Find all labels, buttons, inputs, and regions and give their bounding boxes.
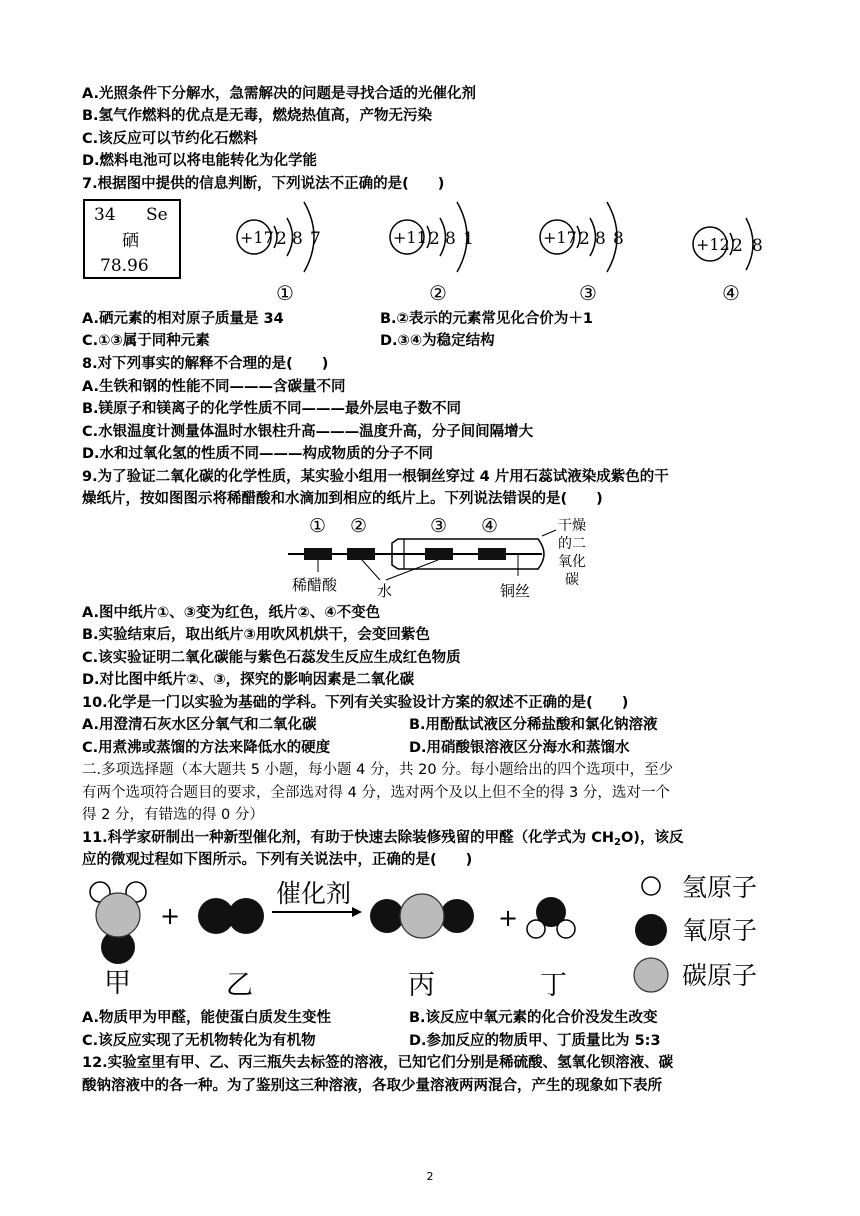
q11-stem-line-2: 应的微观过程如下图所示。下列有关说法中，正确的是( )	[82, 852, 473, 868]
paper-strip-2	[347, 548, 375, 560]
paper-strip-4	[478, 548, 506, 560]
section-2-instructions-line-2: 有两个选项符合题目的要求，全部选对得 4 分，选对两个及以上但不全的得 3 分，选对一个	[82, 785, 670, 801]
legend-carbon: 碳原子	[682, 961, 758, 990]
q7-option-c: C.①③属于同种元素	[82, 333, 210, 349]
selenium-element-box	[84, 200, 180, 278]
q11-option-b: B.该反应中氧元素的化合价没发生改变	[409, 1010, 658, 1026]
atom-1-nucleus: +17	[240, 228, 274, 247]
q11-option-d: D.参加反应的物质甲、丁质量比为 5:3	[409, 1033, 661, 1049]
q8-option-d: D.水和过氧化氢的性质不同———构成物质的分子不同	[82, 446, 434, 462]
paper-strip-3	[425, 548, 453, 560]
atom-3-shell-3: 8	[613, 229, 624, 249]
paper-strip-1	[304, 548, 332, 560]
molecule-yi	[198, 898, 264, 934]
strip-number-3: ③	[430, 515, 448, 537]
q10-option-a: A.用澄清石灰水区分氧气和二氧化碳	[82, 717, 317, 733]
q7-option-a: A.硒元素的相对原子质量是 34	[82, 311, 284, 327]
legend-hydrogen: 氢原子	[682, 873, 758, 902]
q6-option-d: D.燃料电池可以将电能转化为化学能	[82, 153, 318, 169]
molecule-jia	[90, 882, 146, 964]
q11-option-a: A.物质甲为甲醛，能使蛋白质发生变性	[82, 1010, 331, 1026]
q6-option-b: B.氢气作燃料的优点是无毒，燃烧热值高，产物无污染	[82, 108, 433, 124]
label-ding: 丁	[540, 970, 567, 1001]
label-copper-wire: 铜丝	[500, 582, 531, 600]
legend-oxygen: 氧原子	[682, 916, 758, 945]
atom-1-label: ①	[276, 281, 294, 305]
atom-2-shell-2: 8	[445, 229, 456, 249]
q9-option-a: A.图中纸片①、③变为红色，纸片②、④不变色	[82, 605, 381, 621]
atom-1-shell-3: 7	[310, 229, 321, 249]
atom-structure-3	[540, 202, 624, 305]
q10-option-c: C.用煮沸或蒸馏的方法来降低水的硬度	[82, 740, 331, 756]
q9-figure	[280, 512, 610, 604]
q12-stem-line-1: 12.实验室里有甲、乙、丙三瓶失去标签的溶液，已知它们分别是稀硫酸、氢氧化钡溶液、碳	[82, 1055, 674, 1071]
atom-2-label: ②	[429, 281, 447, 305]
page-number: 2	[426, 1170, 434, 1183]
label-water: 水	[377, 582, 393, 600]
label-dilute-acetic-acid: 稀醋酸	[292, 576, 338, 594]
atom-4-label: ④	[722, 281, 740, 305]
q11-option-c: C.该反应实现了无机物转化为有机物	[82, 1033, 316, 1049]
section-2-instructions-line-1: 二.多项选择题（本大题共 5 小题，每小题 4 分，共 20 分。每小题给出的四个选项中，至少	[82, 762, 674, 778]
atom-4-shell-2: 8	[752, 236, 763, 256]
atom-structure-2	[390, 202, 474, 305]
q9-option-d: D.对比图中纸片②、③，探究的影响因素是二氧化碳	[82, 672, 415, 688]
plus-sign-1: +	[160, 902, 181, 930]
atom-legend	[634, 873, 757, 992]
section-2-instructions-line-3: 得 2 分，有错选的得 0 分）	[82, 807, 264, 823]
q8-option-b: B.镁原子和镁离子的化学性质不同———最外层电子数不同	[82, 401, 462, 417]
strip-number-1: ①	[309, 515, 327, 537]
label-dry-co2	[558, 518, 586, 588]
se-symbol: Se	[146, 205, 168, 225]
q10-option-b: B.用酚酞试液区分稀盐酸和氯化钠溶液	[409, 717, 658, 733]
atom-3-shell-1: 2	[579, 229, 590, 249]
atom-4-shell-1: 2	[732, 236, 743, 256]
atom-2-nucleus: +11	[393, 228, 427, 247]
q9-stem-line-1: 9.为了验证二氧化碳的化学性质，某实验小组用一根铜丝穿过 4 片用石蕊试液染成紫色的干	[82, 469, 669, 485]
label-jia: 甲	[104, 968, 131, 999]
svg-text:化: 化	[572, 554, 586, 570]
atom-3-label: ③	[579, 281, 597, 305]
svg-text:的: 的	[558, 536, 572, 552]
q6-option-a: A.光照条件下分解水，急需解决的问题是寻找合适的光催化剂	[82, 86, 476, 102]
q7-option-d: D.③④为稳定结构	[380, 333, 495, 349]
q12-stem-line-2: 酸钠溶液中的各一种。为了鉴别这三种溶液，各取少量溶液两两混合，产生的现象如下表所	[82, 1078, 662, 1094]
label-yi: 乙	[226, 970, 253, 1001]
q9-option-b: B.实验结束后，取出纸片③用吹风机烘干，会变回紫色	[82, 627, 430, 643]
q9-stem-line-2: 燥纸片，按如图图示将稀醋酸和水滴加到相应的纸片上。下列说法错误的是( )	[82, 491, 603, 507]
q9-option-c: C.该实验证明二氧化碳能与紫色石蕊发生反应生成红色物质	[82, 650, 461, 666]
label-bing: 丙	[408, 970, 435, 1001]
atom-1-shell-1: 2	[276, 229, 287, 249]
q11-figure	[82, 872, 782, 1002]
molecule-ding	[527, 897, 575, 938]
q8-option-a: A.生铁和钢的性能不同———含碳量不同	[82, 379, 346, 395]
q6-option-c: C.该反应可以节约化石燃料	[82, 131, 258, 147]
atom-4-nucleus: +12	[696, 235, 730, 254]
q8-stem: 8.对下列事实的解释不合理的是( )	[82, 356, 329, 372]
strip-number-2: ②	[350, 515, 368, 537]
atom-structure-4	[693, 218, 763, 305]
strip-number-4: ④	[481, 515, 499, 537]
atom-2-shell-3: 1	[463, 229, 474, 249]
se-number: 34	[94, 205, 116, 225]
svg-text:干: 干	[558, 518, 572, 534]
q7-option-b: B.②表示的元素常见化合价为＋1	[380, 311, 593, 327]
atom-3-shell-2: 8	[595, 229, 606, 249]
molecule-bing	[370, 894, 474, 938]
atom-3-nucleus: +17	[543, 228, 577, 247]
q8-option-c: C.水银温度计测量体温时水银柱升高———温度升高，分子间间隔增大	[82, 424, 534, 440]
atom-structure-1	[237, 202, 321, 305]
q11-stem-line-1: 11.科学家研制出一种新型催化剂，有助于快速去除装修残留的甲醛（化学式为 $CH_2O$)，该反	[82, 830, 684, 848]
catalyst-label: 催化剂	[276, 879, 352, 908]
q7-figure	[82, 196, 782, 308]
se-mass: 78.96	[100, 256, 149, 276]
svg-text:碳: 碳	[565, 572, 579, 588]
q7-stem: 7.根据图中提供的信息判断，下列说法不正确的是( )	[82, 176, 445, 192]
atom-1-shell-2: 8	[292, 229, 303, 249]
svg-text:二: 二	[572, 536, 586, 552]
svg-text:燥: 燥	[572, 518, 586, 534]
atom-2-shell-1: 2	[429, 229, 440, 249]
q10-stem: 10.化学是一门以实验为基础的学科。下列有关实验设计方案的叙述不正确的是( )	[82, 695, 629, 711]
q10-option-d: D.用硝酸银溶液区分海水和蒸馏水	[409, 740, 630, 756]
se-name: 硒	[122, 231, 139, 251]
svg-text:氧: 氧	[558, 554, 572, 570]
plus-sign-2: +	[498, 904, 519, 932]
